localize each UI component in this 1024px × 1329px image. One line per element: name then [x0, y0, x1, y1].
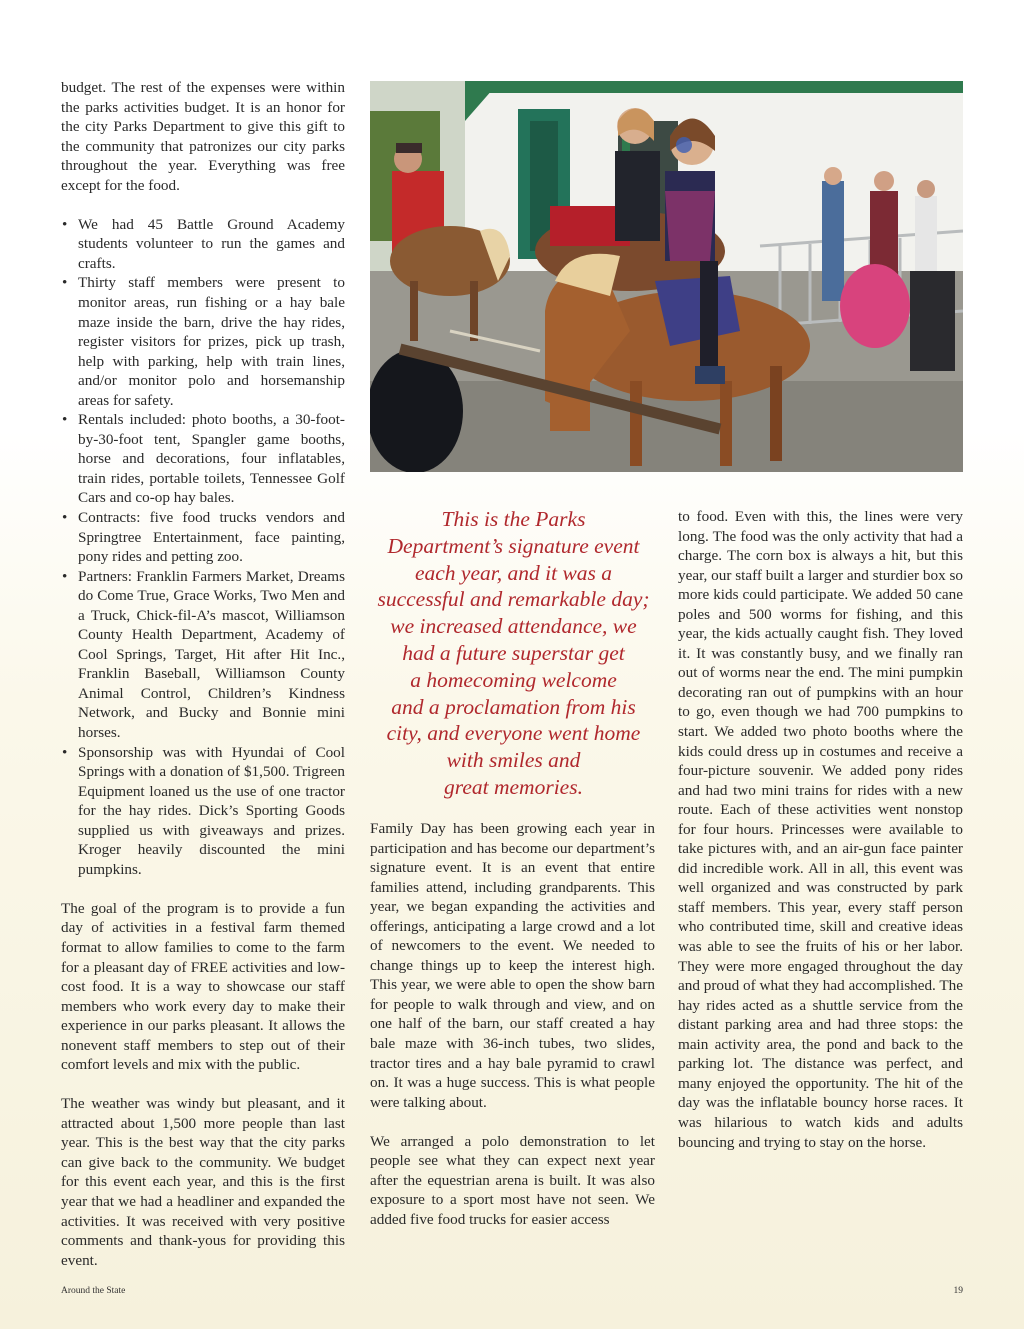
bullet-icon: •	[62, 743, 68, 761]
bullet-list	[61, 215, 345, 880]
pull-quote-line: city, and everyone went home	[386, 721, 641, 746]
list-item	[61, 273, 345, 410]
pull-quote-line: each year, and it was a	[414, 560, 613, 585]
article-column-3	[678, 507, 963, 1172]
list-item	[61, 410, 345, 508]
pull-quote-line: we increased attendance, we	[390, 614, 637, 639]
bullet-icon: •	[62, 215, 68, 233]
bullet-icon: •	[62, 508, 68, 526]
page-number: 19	[953, 1286, 963, 1296]
list-item-text: Rentals included: photo booths, a 30-foot-by-30-foot tent, Spangler game booths, horse and decorations, four inflatables, train rides, portable toilets, Tennessee Golf Cars and co-op hay bales.	[78, 411, 345, 507]
pull-quote-line: successful and remarkable day;	[377, 587, 650, 612]
pull-quote-line: had a future superstar get	[402, 640, 625, 665]
family-day-paragraph: Family Day has been growing each year in participation and has become our department’s signature event. It is an event that entire families attend, including grandparents. This year, we began expanding the activities and offerings, anticipating a large crowd and a lot of newcomers to the event. We needed to change things up to keep the interest high. This year, we were able to open the show barn for people to walk through and view, and on one half of the barn, our staff created a hay bale maze with 36-inch tubes, two slides, tractor tires and a hay bale pyramid to crawl on. It was a huge success. This is what people were talking about.	[370, 820, 655, 1111]
pull-quote-line: with smiles and	[446, 748, 581, 773]
list-item	[61, 567, 345, 743]
article-column-2	[370, 819, 655, 1249]
list-item	[61, 215, 345, 274]
pull-quote-line: This is the Parks	[441, 507, 586, 531]
list-item	[61, 508, 345, 567]
weather-paragraph: The weather was windy but pleasant, and it attracted about 1,500 more people than last year. This is the best way that the city parks can give back to the community. We budget for this event each year, and this is the first year that we had a headliner and expanded the activities. It was received with very positive comments and thank-yous for providing this event.	[61, 1095, 345, 1269]
goal-paragraph: The goal of the program is to provide a fun day of activities in a festival farm themed format to allow families to come to the farm for a pleasant day of FREE activities and low-cost food. It is a way to showcase our staff members who work every day to make their experience in our parks pleasant. It allows the nonevent staff members to step out of their comfort levels and mix with the public.	[61, 899, 345, 1074]
bullet-icon: •	[62, 274, 68, 292]
intro-paragraph: budget. The rest of the expenses were within the parks activities budget. It is an honor for the city Parks Department to give this gift to the community that patronizes our city parks throughout the year. Everything was free except for the food.	[61, 79, 345, 194]
pull-quote-line: a homecoming welcome	[410, 667, 617, 692]
bullet-icon: •	[62, 567, 68, 585]
list-item-text: Thirty staff members were present to monitor areas, run fishing or a hay bale maze inside the barn, drive the hay rides, register visitors for prizes, pick up trash, help with parking, help with train lines, and/or monitor polo and horsemanship areas for safety.	[78, 274, 345, 409]
list-item	[61, 743, 345, 880]
bullet-icon: •	[62, 411, 68, 429]
pony-ride-photo	[370, 81, 963, 472]
list-item-text: Contracts: five food trucks vendors and Springtree Entertainment, face painting, pony rides and petting zoo.	[78, 508, 345, 566]
publication-name: Around the State	[61, 1286, 126, 1296]
list-item-text: We had 45 Battle Ground Academy students volunteer to run the games and crafts.	[78, 215, 345, 272]
pull-quote-line: and a proclamation from his	[391, 694, 636, 719]
polo-paragraph: We arranged a polo demonstration to let people see what they can expect next year after the equestrian arena is built. It was also exposure to a sport most have not seen. We added five food trucks for easier access	[370, 1132, 655, 1228]
list-item-text: Sponsorship was with Hyundai of Cool Springs with a donation of $1,500. Trigreen Equipment loaned us the use of one tractor for the hay rides. Dick’s Sporting Goods supplied us with giveaways and prizes. Kroger heavily discounted the mini pumpkins.	[78, 743, 345, 878]
pull-quote-line: Department’s signature event	[387, 533, 640, 558]
list-item-text: Partners: Franklin Farmers Market, Dreams do Come True, Grace Works, Two Men and a Truck, Chick-fil-A’s mascot, Williamson County Health Department, Academy of Cool Springs, Target, Hit after Hit Inc., Franklin Baseball, Williamson County Animal Control, Children’s Kindness Network, and Bucky and Bonnie mini horses.	[78, 567, 345, 741]
food-paragraph: to food. Even with this, the lines were very long. The food was the only activity that had a charge. The corn box is always a hit, but this year, our staff built a larger and sturdier box so more kids could participate. We added 50 cane poles and 500 worms for fishing, and this year, the kids actually caught fish. They loved it. It was constantly busy, and we finally ran out of worms near the end. The mini pumpkin decorating ran out of pumpkins with an hour to go, even though we had 700 pumpkins to start. We added two photo booths where the kids could dress up in costumes and receive a four-picture souvenir. We added pony rides and had two mini trains for rides with a new route. Each of these activities went nonstop for four hours. Princesses were available to take pictures with, and an air-gun face painter did incredible work. All in all, this event was well organized and was constructed by park staff members. This year, every staff person who contributed time, skill and creative ideas was able to see the fruits of his or her labor. They were more engaged throughout the day and proud of what they had accomplished. The hay rides acted as a shuttle service from the distant parking area and had three stops: the main activity area, the pond and back to the parking lot. The distance was perfect, and many enjoyed the opportunity. The hit of the day was the inflatable bouncy horse races. It was hilarious to watch kids and adults bouncing and trying to stay on the horse.	[678, 508, 963, 1151]
pull-quote	[368, 506, 659, 801]
pull-quote-line: great memories.	[444, 774, 583, 799]
article-column-1	[61, 78, 345, 1290]
